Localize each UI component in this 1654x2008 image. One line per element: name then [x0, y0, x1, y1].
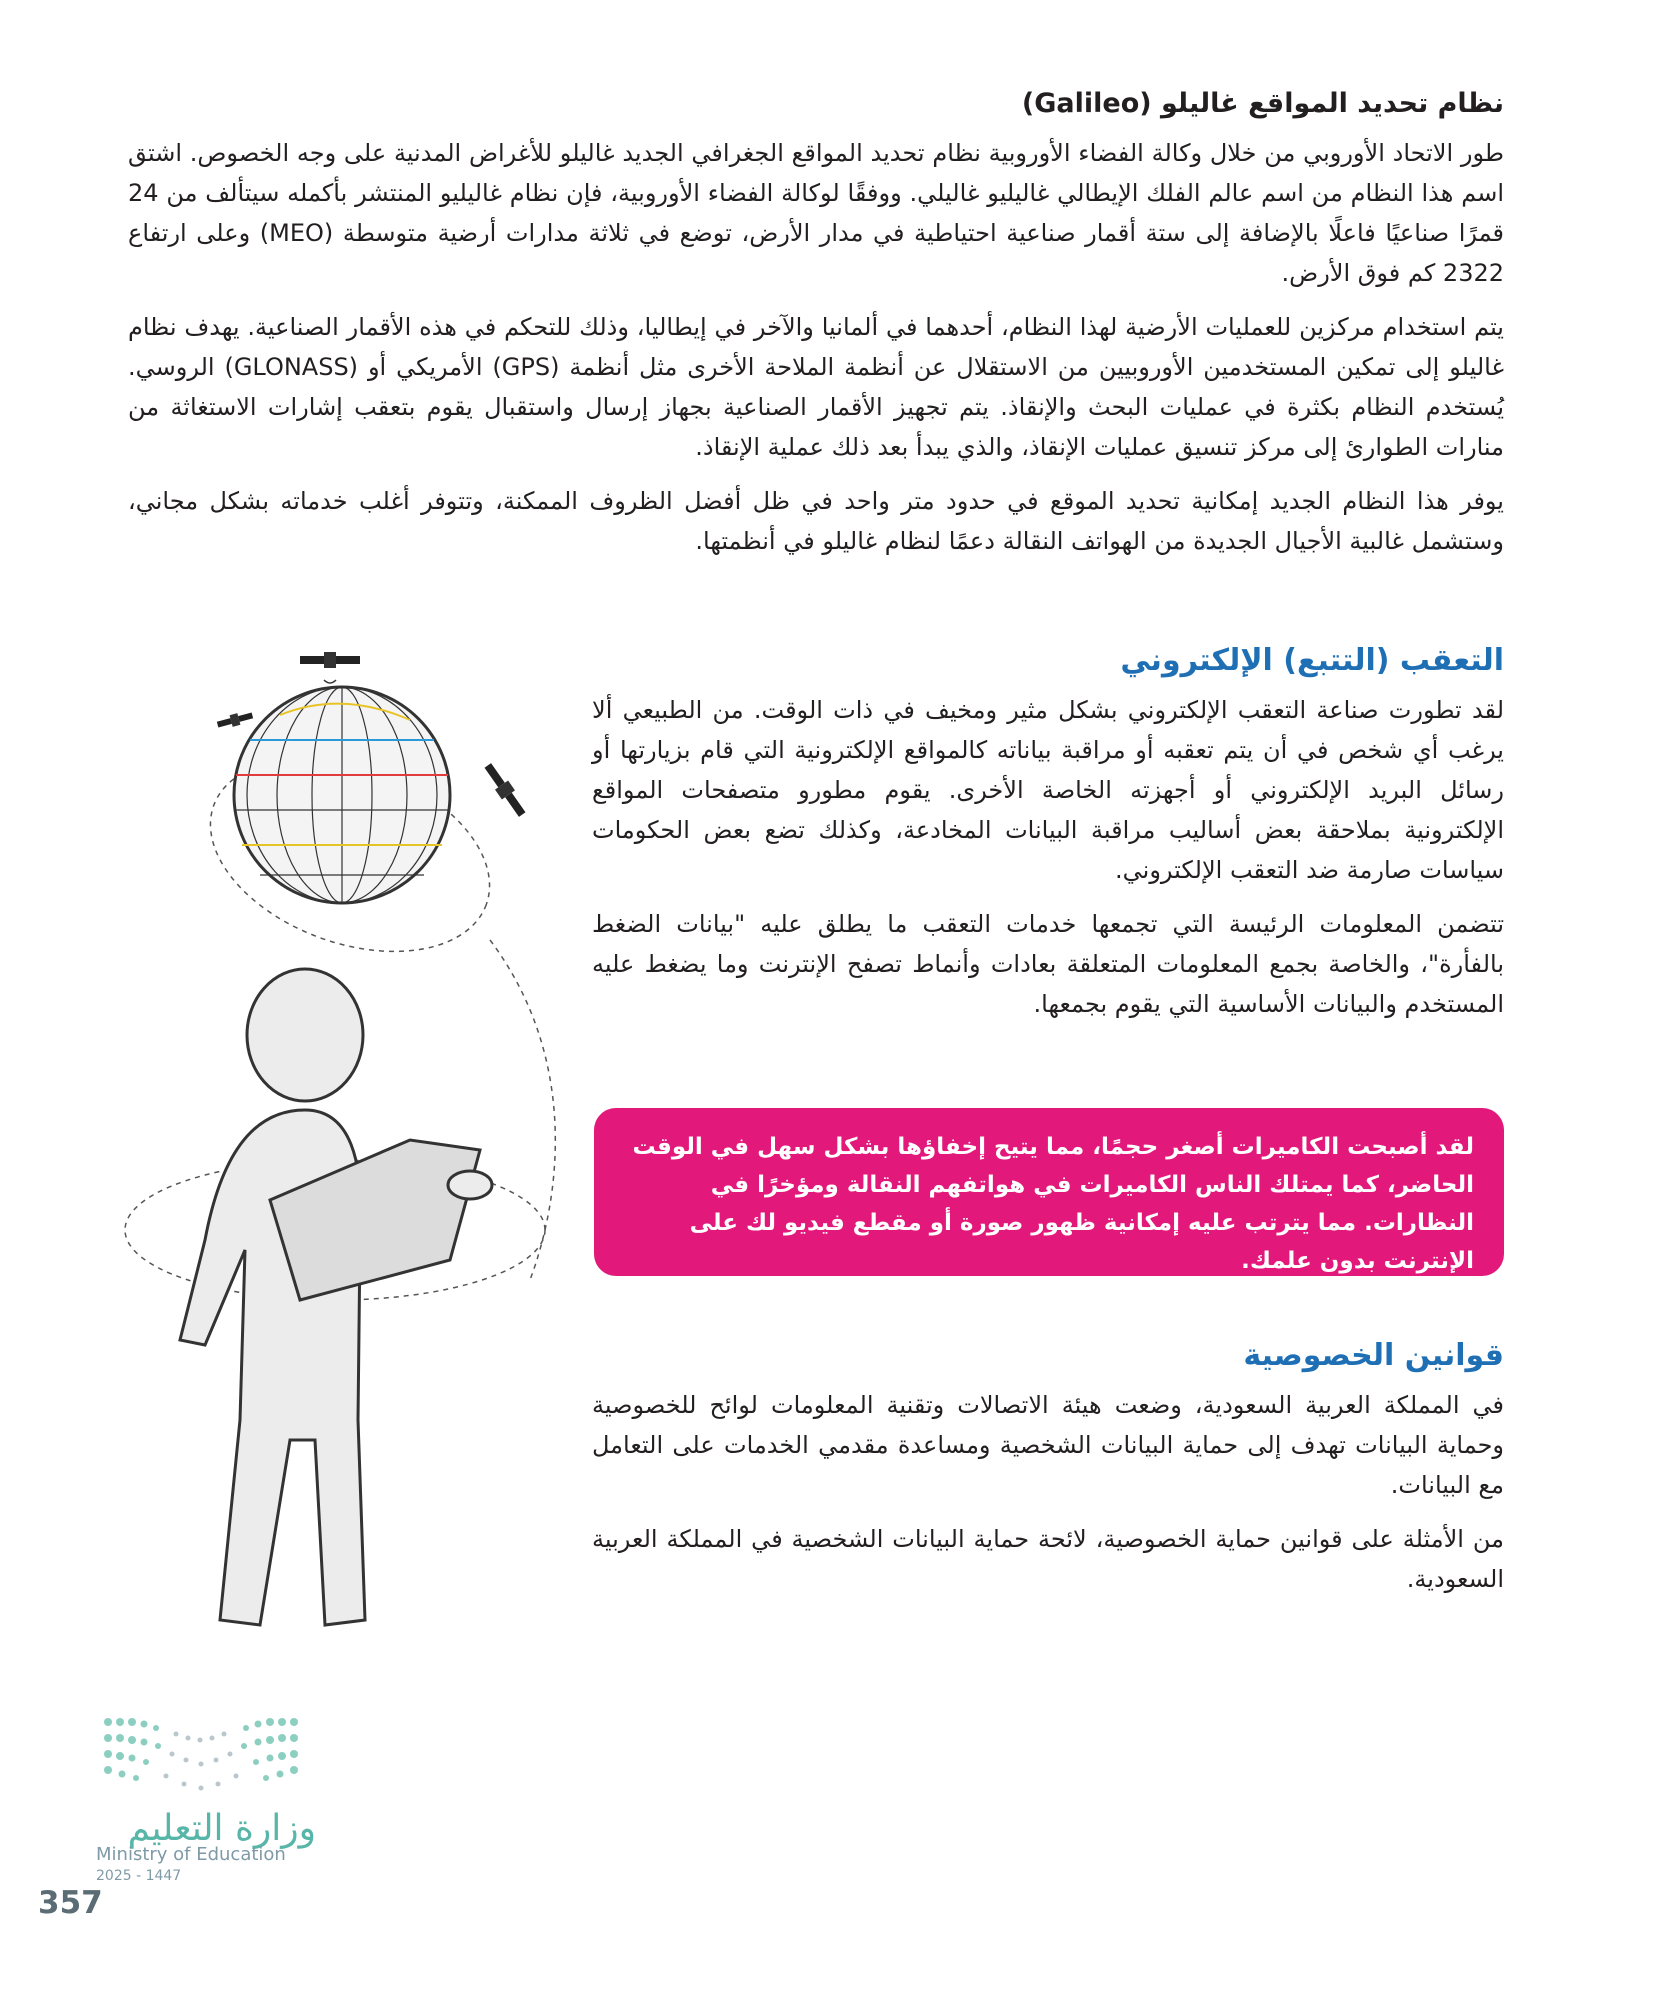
tracking-paragraph-1: لقد تطورت صناعة التعقب الإلكتروني بشكل مثير ومخيف في ذات الوقت. من الطبيعي ألا يرغب أي شخص في أن يتم تعقبه أو مراقبة بياناته كالمواقع الإلكترونية التي قام بزيارتها أو رسائل البريد الإلكتروني أو أجهزته الخاصة الأخرى. يقوم مطورو متصفحات المواقع الإلكترونية بملاحقة بعض أساليب مراقبة البيانات المخادعة، وكذلك تضع بعض الحكومات سياسات صارمة ضد التعقب الإلكتروني. [592, 696, 1504, 884]
ministry-name-english: Ministry of Education [96, 1844, 286, 1865]
tracking-paragraph-2: تتضمن المعلومات الرئيسة التي تجمعها خدمات التعقب ما يطلق عليه "بيانات الضغط بالفأرة"، والخاصة بجمع المعلومات المتعلقة بعادات وأنماط تصفح الإنترنت وما يضغط عليه المستخدم والبيانات الأساسية التي يقوم بجمعها. [592, 910, 1504, 1018]
academic-year: 2025 - 1447 [96, 1868, 182, 1884]
tracking-section [592, 643, 1504, 1038]
galileo-paragraph-2: يتم استخدام مركزين للعمليات الأرضية لهذا النظام، أحدهما في ألمانيا والآخر في إيطاليا، وذلك للتحكم في هذه الأقمار الصناعية. يهدف نظام غاليلو إلى تمكين المستخدمين الأوروبيين من الاستقلال عن أنظمة الملاحة الأخرى مثل أنظمة (GPS) الأمريكي أو (GLONASS) الروسي. يُستخدم النظام بكثرة في عمليات البحث والإنقاذ. يتم تجهيز الأقمار الصناعية بجهاز إرسال واستقبال يقوم بتعقب إشارات الاستغاثة من منارات الطوارئ إلى مركز تنسيق عمليات الإنقاذ، والذي يبدأ بعد ذلك عملية الإنقاذ. [128, 313, 1505, 461]
satellite-icon [300, 652, 360, 683]
satellite-icon [481, 761, 529, 819]
person-icon [180, 969, 492, 1625]
galileo-section [128, 88, 1504, 575]
privacy-paragraph-2: من الأمثلة على قوانين حماية الخصوصية، لائحة حماية البيانات الشخصية في المملكة العربية السعودية. [592, 1525, 1504, 1593]
tracking-heading: التعقب (التتبع) الإلكتروني [1120, 643, 1504, 678]
globe-icon [234, 687, 450, 903]
galileo-paragraph-1: طور الاتحاد الأوروبي من خلال وكالة الفضاء الأوروبية نظام تحديد المواقع الجغرافي الجديد غاليلو للأغراض المدنية على وجه الخصوص. اشتق اسم هذا النظام من اسم عالم الفلك الإيطالي غاليليو غاليلي. ووفقًا لوكالة الفضاء الأوروبية، فإن نظام غاليليو المنتشر بأكمله سيتألف من 24 قمرًا صناعيًا فاعلًا بالإضافة إلى ستة أقمار صناعية احتياطية في مدار الأرض، توضع في ثلاثة مدارات أرضية متوسطة (MEO) وعلى ارتفاع 2322 كم فوق الأرض. [128, 139, 1504, 287]
privacy-paragraph-1: في المملكة العربية السعودية، وضعت هيئة الاتصالات وتقنية المعلومات لوائح للخصوصية وحماية البيانات تهدف إلى حماية البيانات الشخصية ومساعدة مقدمي الخدمات على التعامل مع البيانات. [592, 1391, 1504, 1499]
galileo-paragraph-3: يوفر هذا النظام الجديد إمكانية تحديد الموقع في حدود متر واحد في ظل أفضل الظروف الممكنة، وتتوفر أغلب خدماته بشكل مجاني، وستشمل غالبية الأجيال الجديدة من الهواتف النقالة دعمًا لنظام غاليلو في أنظمتها. [128, 487, 1504, 555]
privacy-heading: قوانين الخصوصية [1243, 1338, 1504, 1373]
galileo-heading: نظام تحديد المواقع غاليلو (Galileo) [1021, 88, 1504, 119]
page-number: 357 [38, 1885, 103, 1921]
satellite-icon [216, 710, 254, 731]
camera-callout-box: لقد أصبحت الكاميرات أصغر حجمًا، مما يتيح إخفاؤها بشكل سهل في الوقت الحاضر، كما يمتلك الناس الكاميرات في هواتفهم النقالة ومؤخرًا في النظارات. مما يترتب عليه إمكانية ظهور صورة أو مقطع فيديو لك على الإنترنت بدون علمك. [594, 1108, 1504, 1276]
ministry-name-arabic: وزارة التعليم [127, 1808, 316, 1849]
person-globe-illustration [110, 640, 610, 1640]
privacy-section [592, 1338, 1504, 1613]
ministry-logo [96, 1710, 316, 1884]
ministry-dots-icon [96, 1710, 316, 1805]
tracking-illustration [110, 640, 610, 1640]
